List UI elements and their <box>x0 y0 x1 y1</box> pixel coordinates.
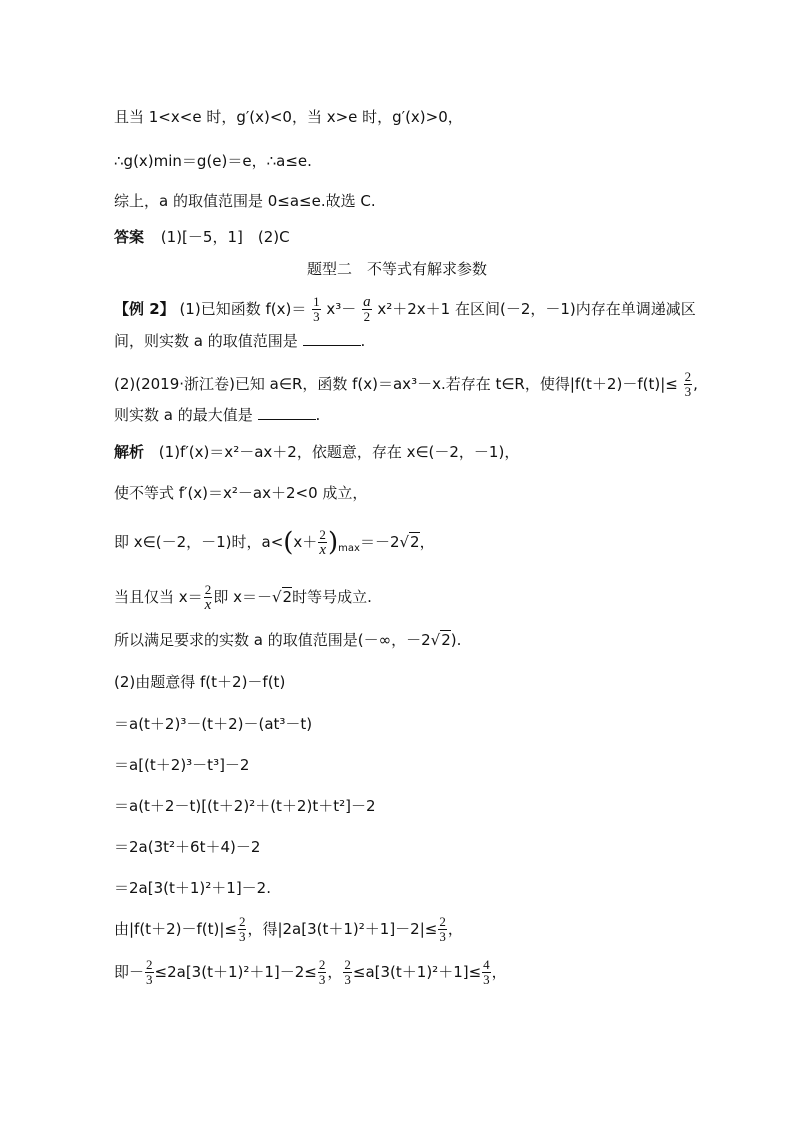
answer-blank-1[interactable] <box>303 331 361 346</box>
solution-line-8: ＝a[(t＋2)³－t³]－2 <box>114 756 250 774</box>
solution-line-6: (2)由题意得 f(t＋2)－f(t) <box>114 673 286 691</box>
solution-line-3: 即 x∈(－2，－1)时，a<(x＋ $\frac{2}{x}$ )$_{max}=-2√2$， <box>114 527 435 558</box>
ex2-part-b: )已知 a∈R，函数 f(x)＝ax³－x.若存在 t∈R，使得|f(t＋2)－f(t)|≤ <box>229 375 678 393</box>
solution-line-5: 所以满足要求的实数 a 的取值范围是(－∞，－2√2). <box>114 631 462 649</box>
fraction-two-thirds-b: $\frac{2}{3}$ <box>238 914 246 944</box>
solution-line-2: 使不等式 f′(x)＝x²－ax＋2<0 成立， <box>114 484 368 502</box>
ex2-part-d: 则实数 a 的最大值是 <box>114 406 253 424</box>
answer-line <box>114 227 290 247</box>
example-line-3: (2)(2019·浙江卷)已知 a∈R，函数 f(x)＝ax³－x.若存在 t∈R，使得|f(t＋2)－f(t)|≤ $\frac{2}{3}$ , <box>114 369 698 399</box>
solution-line-4: 当且仅当 x＝ $\frac{2}{x}$ 即 x＝－√2时等号成立. <box>114 582 372 613</box>
solution-line-12: 由|f(t＋2)－f(t)|≤ $\frac{2}{3}$ ，得|2a[3(t＋1)²＋1]－2|≤ $\frac{2}{3}$ ， <box>114 914 463 944</box>
fraction-two-thirds-c: $\frac{2}{3}$ <box>439 914 446 944</box>
answer-blank-2[interactable] <box>258 405 316 420</box>
example-line-4: 则实数 a 的最大值是 . <box>114 406 321 424</box>
ex1-part-d: 间，则实数 a 的取值范围是 <box>114 332 298 350</box>
ex2-source: 浙江卷 <box>184 375 230 393</box>
solution-line-13: 即－ $\frac{2}{3}$ ≤2a[3(t＋1)²＋1]－2≤ $\frac{2}{3}$ ， $\frac{2}{3}$ ≤a[3(t＋1)²＋1]≤ $\frac{4}{3}$ ， <box>114 957 507 987</box>
fraction-a-over-2: $\frac{a}{2}$ <box>363 294 371 324</box>
solution-line-11: ＝2a[3(t＋1)²＋1]－2. <box>114 879 271 897</box>
answer-label: 答案 <box>114 228 145 246</box>
example-line-2: 间，则实数 a 的取值范围是 . <box>114 332 366 350</box>
solution-line-7: ＝a(t＋2)³－(t＋2)－(at³－t) <box>114 715 313 733</box>
solution-line-9: ＝a(t＋2－t)[(t＋2)²＋(t＋2)t＋t²]－2 <box>114 797 376 815</box>
answer-text: (1)[－5，1] (2)C <box>160 228 290 246</box>
text-line-3: 综上，a 的取值范围是 0≤a≤e.故选 C. <box>114 192 376 210</box>
fraction-2-over-x-b: $\frac{2}{x}$ <box>204 582 212 613</box>
section-heading: 题型二 不等式有解求参数 <box>306 260 487 278</box>
solution-line-1: 解析 (1)f′(x)＝x²－ax＋2，依题意，存在 x∈(－2，－1)， <box>114 443 520 461</box>
text-line-1: 且当 1<x<e 时，g′(x)<0，当 x>e 时，g′(x)>0， <box>114 108 463 126</box>
ex1-part-a: (1)已知函数 f(x)＝ <box>179 300 307 318</box>
fraction-two-thirds-a: $\frac{2}{3}$ <box>684 369 692 399</box>
fraction-two-thirds-f: $\frac{2}{3}$ <box>344 957 351 987</box>
example-line-1 <box>114 295 696 324</box>
solution-line-10: ＝2a(3t²＋6t＋4)－2 <box>114 838 261 856</box>
text-line-2: ∴g(x)min＝g(e)＝e，∴a≤e. <box>114 152 312 170</box>
ex2-part-a: (2)(2019· <box>114 375 185 393</box>
example-label: 【例 2】 <box>114 300 175 318</box>
ex1-part-c: x²＋2x＋1 在区间(－2，－1)内存在单调递减区 <box>377 300 696 318</box>
solution-label: 解析 <box>114 443 145 461</box>
fraction-two-thirds-e: $\frac{2}{3}$ <box>318 957 326 987</box>
fraction-one-third: $\frac{1}{3}$ <box>313 294 320 324</box>
fraction-two-thirds-d: $\frac{2}{3}$ <box>146 957 153 987</box>
ex1-part-b: x³－ <box>326 300 357 318</box>
fraction-four-thirds: $\frac{4}{3}$ <box>483 957 490 987</box>
fraction-2-over-x: $\frac{2}{x}$ <box>319 527 326 558</box>
